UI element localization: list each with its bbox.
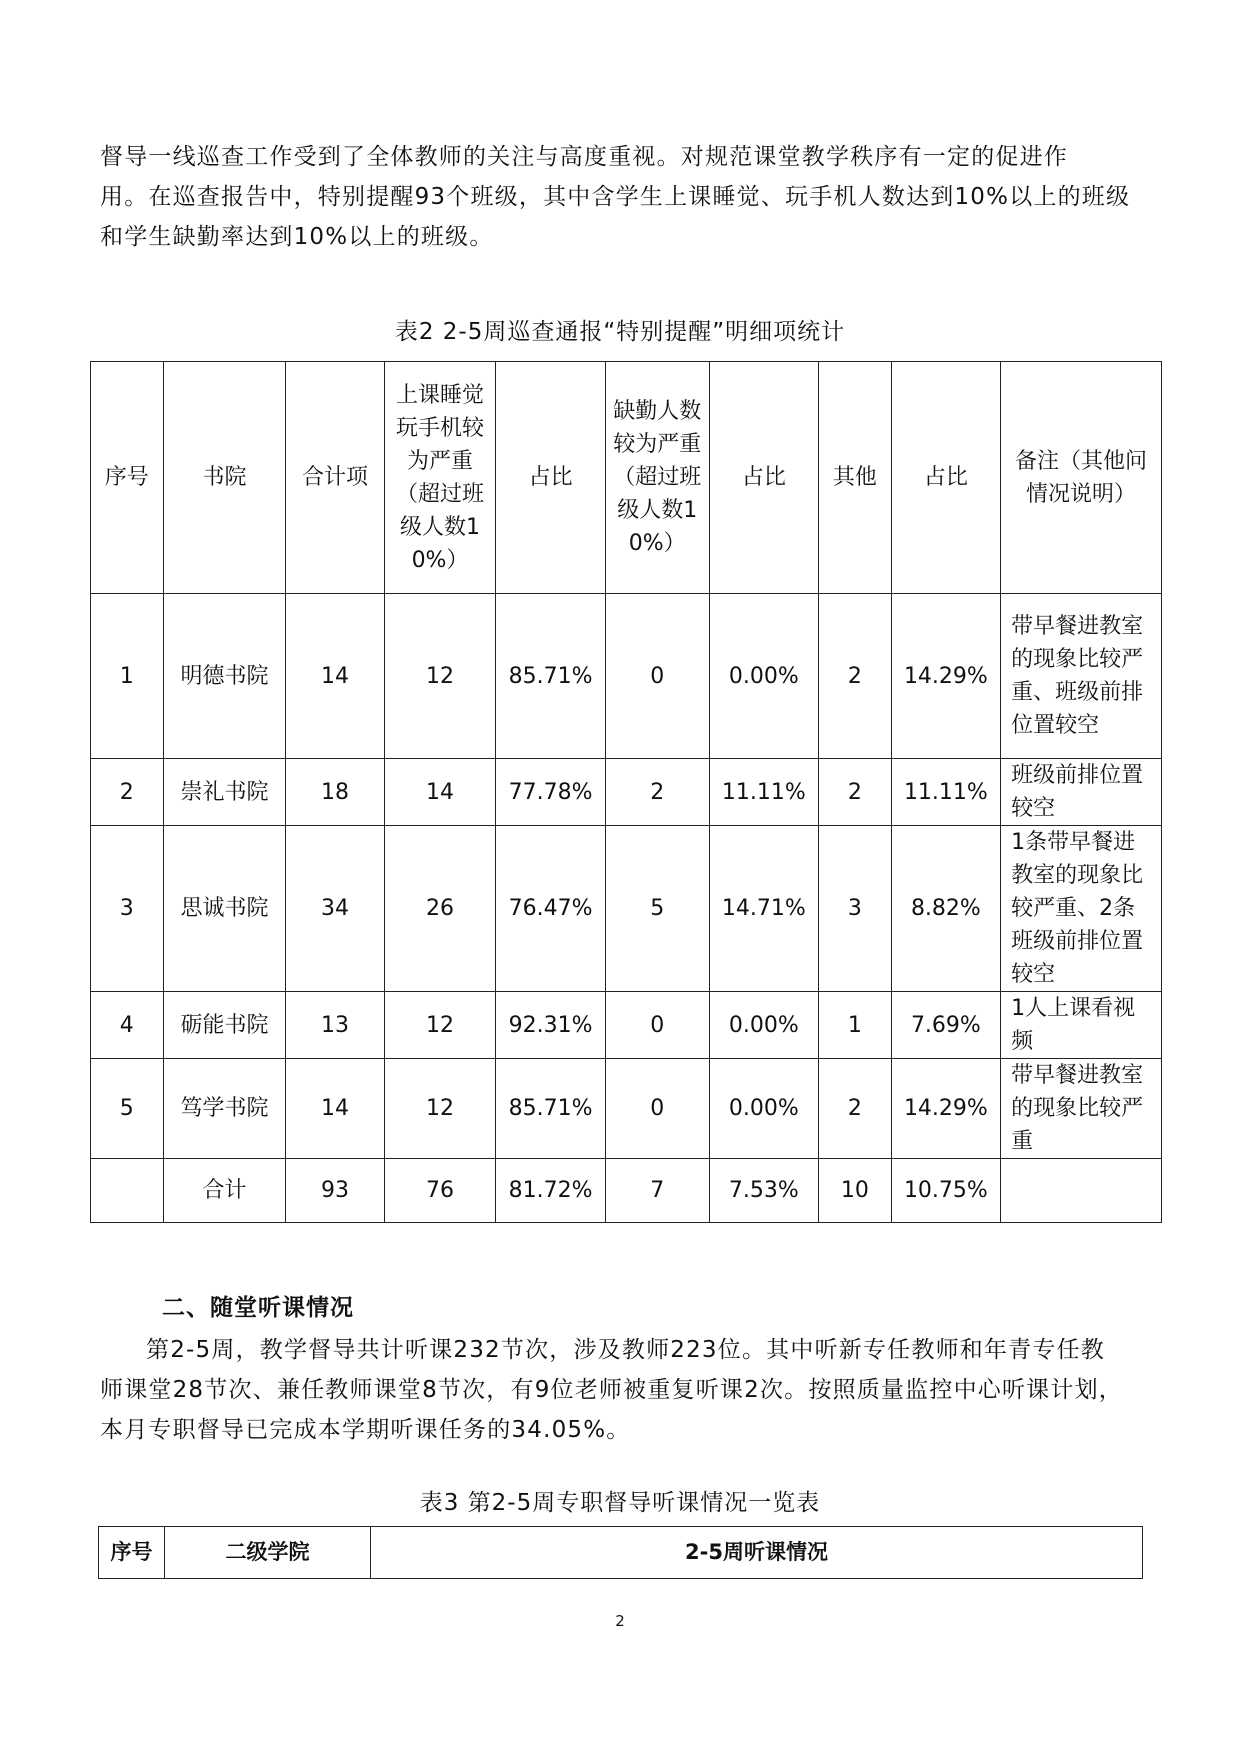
header-status: 2-5周听课情况 [371,1527,1143,1579]
header-sleep-ratio: 占比 [496,362,605,594]
header-college: 书院 [163,362,286,594]
cell-no: 4 [91,992,164,1059]
header-other-ratio: 占比 [891,362,1000,594]
cell-note: 1条带早餐进教室的现象比较严重、2条班级前排位置较空 [1001,826,1162,992]
header-total: 合计项 [286,362,384,594]
cell-note: 1人上课看视频 [1001,992,1162,1059]
section2-line: 本月专职督导已完成本学期听课任务的34.05%。 [100,1417,631,1443]
cell-sleep-ratio: 85.71% [496,1059,605,1159]
cell-no: 5 [91,1059,164,1159]
header-sleep: 上课睡觉玩手机较为严重（超过班级人数10%） [384,362,496,594]
cell-sleep-ratio: 76.47% [496,826,605,992]
cell-other-ratio: 11.11% [891,759,1000,826]
cell-other-ratio: 10.75% [891,1159,1000,1223]
header-note: 备注（其他问情况说明） [1001,362,1162,594]
section2-line: 第2-5周，教学督导共计听课232节次，涉及教师223位。其中听新专任教师和年青专任教 [146,1337,1105,1363]
cell-college: 思诚书院 [163,826,286,992]
intro-paragraph [100,137,1145,257]
lecture-observation-table [98,1526,1143,1579]
cell-sleep-ratio: 85.71% [496,594,605,759]
page-number: 2 [615,1612,625,1630]
cell-total: 14 [286,594,384,759]
cell-other-ratio: 14.29% [891,1059,1000,1159]
header-college: 二级学院 [165,1527,371,1579]
table-row [91,826,1162,992]
table-row [91,1059,1162,1159]
cell-college: 明德书院 [163,594,286,759]
cell-absent-ratio: 11.11% [709,759,818,826]
cell-total: 13 [286,992,384,1059]
cell-no: 3 [91,826,164,992]
table-row [91,759,1162,826]
cell-sleep: 12 [384,594,496,759]
cell-note: 带早餐进教室的现象比较严重、班级前排位置较空 [1001,594,1162,759]
cell-sleep-ratio: 92.31% [496,992,605,1059]
cell-total: 34 [286,826,384,992]
cell-absent-ratio: 0.00% [709,1059,818,1159]
table-header-row [91,362,1162,594]
cell-sleep: 14 [384,759,496,826]
table-row [91,594,1162,759]
cell-no: 2 [91,759,164,826]
header-no: 序号 [99,1527,165,1579]
header-absent-ratio: 占比 [709,362,818,594]
cell-sleep-ratio: 77.78% [496,759,605,826]
cell-college: 砺能书院 [163,992,286,1059]
cell-sleep: 26 [384,826,496,992]
header-no: 序号 [91,362,164,594]
cell-college: 合计 [163,1159,286,1223]
cell-other: 2 [819,594,892,759]
cell-other-ratio: 14.29% [891,594,1000,759]
section2-line: 师课堂28节次、兼任教师课堂8节次，有9位老师被重复听课2次。按照质量监控中心听课计划， [100,1377,1123,1403]
section2-paragraph [100,1330,1145,1450]
cell-sleep: 12 [384,992,496,1059]
table-header-row [99,1527,1143,1579]
cell-other: 3 [819,826,892,992]
cell-absent-ratio: 0.00% [709,594,818,759]
cell-college: 笃学书院 [163,1059,286,1159]
cell-note: 带早餐进教室的现象比较严重 [1001,1059,1162,1159]
cell-absent-ratio: 14.71% [709,826,818,992]
cell-absent: 2 [605,759,709,826]
header-other: 其他 [819,362,892,594]
table-total-row [91,1159,1162,1223]
cell-total: 93 [286,1159,384,1223]
cell-other: 2 [819,1059,892,1159]
cell-total: 14 [286,1059,384,1159]
cell-other: 1 [819,992,892,1059]
header-absent: 缺勤人数较为严重（超过班级人数10%） [605,362,709,594]
cell-absent: 0 [605,1059,709,1159]
cell-other-ratio: 7.69% [891,992,1000,1059]
cell-note [1001,1159,1162,1223]
table3-caption: 表3 第2-5周专职督导听课情况一览表 [419,1490,821,1516]
cell-absent-ratio: 0.00% [709,992,818,1059]
cell-sleep: 12 [384,1059,496,1159]
section-title: 二、随堂听课情况 [162,1295,354,1321]
cell-absent: 0 [605,992,709,1059]
cell-absent: 0 [605,594,709,759]
cell-college: 崇礼书院 [163,759,286,826]
intro-line: 和学生缺勤率达到10%以上的班级。 [100,224,494,250]
table2-caption: 表2 2-5周巡查通报“特别提醒”明细项统计 [394,319,846,345]
cell-other: 2 [819,759,892,826]
special-reminder-table [90,361,1162,1223]
cell-total: 18 [286,759,384,826]
cell-absent: 5 [605,826,709,992]
cell-no [91,1159,164,1223]
cell-no: 1 [91,594,164,759]
cell-sleep-ratio: 81.72% [496,1159,605,1223]
intro-line: 督导一线巡查工作受到了全体教师的关注与高度重视。对规范课堂教学秩序有一定的促进作 [100,144,1068,170]
cell-other: 10 [819,1159,892,1223]
table-row [91,992,1162,1059]
cell-sleep: 76 [384,1159,496,1223]
cell-absent-ratio: 7.53% [709,1159,818,1223]
cell-note: 班级前排位置较空 [1001,759,1162,826]
cell-other-ratio: 8.82% [891,826,1000,992]
intro-line: 用。在巡查报告中，特别提醒93个班级，其中含学生上课睡觉、玩手机人数达到10%以上的班级 [100,184,1131,210]
cell-absent: 7 [605,1159,709,1223]
